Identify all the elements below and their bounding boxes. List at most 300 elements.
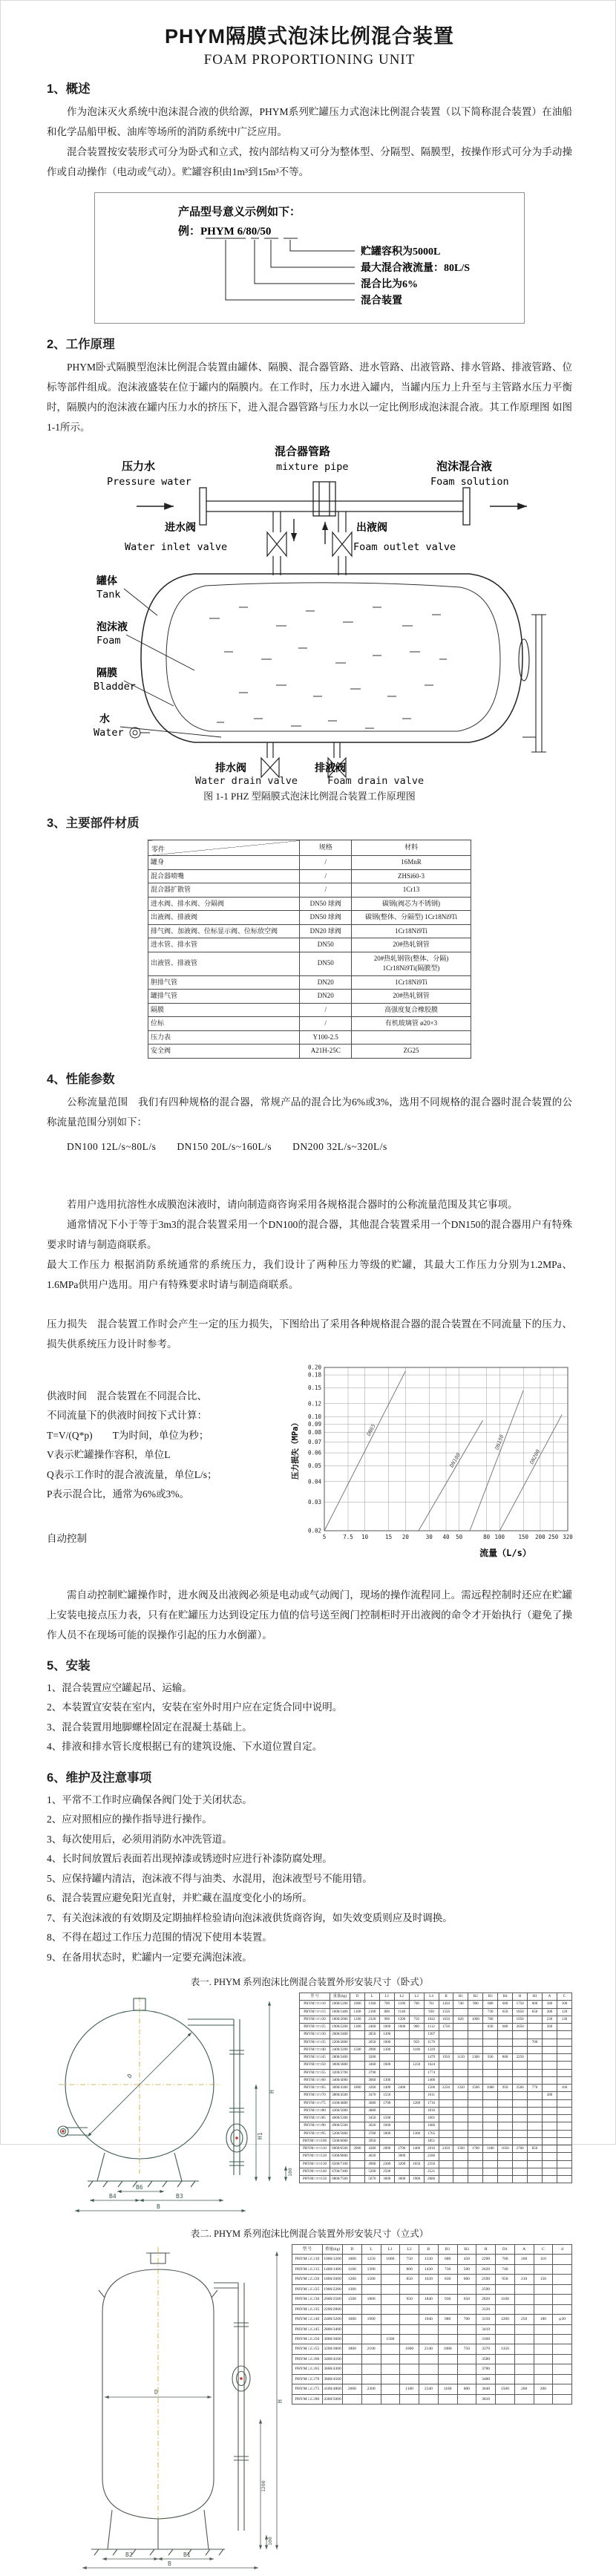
table-row: [148, 911, 471, 925]
table-cell: [453, 2168, 468, 2175]
list-item: Q表示工作时的混合液流量，单位L/s；: [47, 1468, 217, 1480]
table-cell: 110: [534, 2255, 553, 2264]
dimension-lines: [82, 2252, 277, 2568]
perf-flow-intro: 公称流量范围 我们有四种规格的混合器，常规产品的混合比为6%或3%，选用不同规格的混合器时混合装置的公称流量范围分别如下：: [47, 1096, 572, 1128]
table-cell: 进水阀、排水阀、分隔阀: [148, 897, 300, 911]
series-line-DN150: [470, 1390, 523, 1530]
table-cell: 位标: [148, 1017, 300, 1031]
water-drain-label-cn: 排水阀: [215, 763, 246, 774]
svg-text:0.20: 0.20: [307, 1364, 321, 1371]
red-mark: [240, 2377, 243, 2380]
column-header: A: [514, 2245, 534, 2255]
table-cell: 830: [438, 2275, 457, 2284]
table-cell: 2250: [439, 2085, 453, 2092]
table-cell: 6800/7500: [330, 2176, 350, 2183]
table-cell: [513, 2153, 528, 2160]
table-cell: [553, 2374, 572, 2384]
table-cell: 1200: [409, 2099, 424, 2107]
table-cell: DN20: [300, 975, 352, 990]
table-cell: [468, 2046, 483, 2053]
table-cell: 2100: [364, 2008, 379, 2016]
svg-text:7.5: 7.5: [342, 1533, 353, 1540]
table-cell: [419, 2324, 439, 2334]
table-cell: PHYM □/□/20: [300, 2016, 330, 2023]
table-cell: [381, 2394, 400, 2404]
table1-section: [47, 1990, 572, 2219]
table-cell: 160: [514, 2255, 534, 2264]
model-example-title: 产品型号意义示例如下：: [178, 206, 301, 218]
table-cell: PHYM □/□/15: [300, 2008, 330, 2016]
table-cell: 1816: [424, 2107, 439, 2114]
table-cell: [343, 2334, 362, 2344]
table-cell: 1300: [379, 2046, 394, 2053]
table-cell: PHYM □/□/80: [292, 2394, 323, 2404]
table-cell: 4620: [364, 2153, 379, 2160]
table-cell: [343, 2354, 362, 2364]
table-cell: 600: [528, 2001, 543, 2008]
table-cell: [542, 2176, 557, 2183]
table-cell: 1000/1200: [323, 2255, 343, 2264]
table-row: [300, 2176, 572, 2183]
table-cell: 740: [453, 2001, 468, 2008]
overview-paragraph-1: 作为泡沫灭火系统中泡沫混合液的供给源，PHYM系列贮罐压力式泡沫比例混合装置（以下简称混合装置）在油船和化学品船甲板、油库等场所的消防系统中广泛应用。: [47, 106, 572, 137]
table-cell: 1180: [438, 2384, 457, 2394]
table-cell: PHYM □/□/30: [292, 2295, 323, 2304]
table-cell: 200: [542, 2008, 557, 2016]
table-cell: [513, 2137, 528, 2145]
table-cell: 1200: [343, 2275, 362, 2284]
table-cell: 1500: [496, 2384, 515, 2394]
table-cell: [513, 2031, 528, 2039]
table-row: [148, 938, 471, 952]
table-cell: 2800/3400: [330, 2054, 350, 2062]
table-cell: [498, 2122, 513, 2130]
table-cell: 1050: [498, 2145, 513, 2153]
table-cell: [439, 2046, 453, 2053]
list-item: 1、混合装置应空罐起吊、运输。: [47, 1681, 192, 1693]
table-cell: [498, 2062, 513, 2069]
materials-table: [148, 840, 471, 1059]
table-cell: [350, 2092, 365, 2099]
table-cell: 3460: [364, 2062, 379, 2069]
table-cell: [468, 2031, 483, 2039]
table-cell: 1300: [409, 2130, 424, 2137]
table-cell: 20#热轧钢管(整体、分隔) 1Cr18Ni9Ti(隔膜型): [352, 952, 471, 975]
table-row: [292, 2354, 572, 2364]
bladder-label-cn: 隔膜: [96, 668, 117, 679]
table-cell: PHYM □/□/70: [292, 2374, 323, 2384]
table-cell: [409, 2153, 424, 2160]
series-line-DN200: [499, 1414, 562, 1531]
table-cell: 3400/4000: [330, 2076, 350, 2084]
table2-header-row: [292, 2245, 572, 2255]
table-cell: [350, 2039, 365, 2046]
table-cell: PHYM □/□/20: [292, 2275, 323, 2284]
column-header: D1: [496, 2245, 515, 2255]
table-cell: [381, 2275, 400, 2284]
table-cell: [498, 2176, 513, 2183]
table-cell: [468, 2076, 483, 2084]
table-cell: [542, 2160, 557, 2168]
table-cell: PHYM □/□/65: [300, 2085, 330, 2092]
dim-label-B1: B1: [183, 2552, 191, 2558]
table-cell: [394, 2130, 409, 2137]
table-cell: 600: [498, 2001, 513, 2008]
table-cell: [468, 2107, 483, 2114]
dim-label-B: B: [157, 2203, 160, 2210]
table-cell: 2290: [476, 2255, 496, 2264]
table-cell: 2900: [364, 2046, 379, 2053]
bladder-label-en: Bladder: [94, 681, 136, 693]
foam-drain-label-cn: 排液阀: [315, 763, 346, 774]
table-cell: [409, 2137, 424, 2145]
table-cell: [439, 2115, 453, 2122]
table-cell: [528, 2122, 543, 2130]
table-cell: 700: [379, 2001, 394, 2008]
table-cell: 1180: [483, 2145, 498, 2153]
column-header: L: [364, 1993, 379, 2001]
svg-text:0.15: 0.15: [307, 1384, 321, 1391]
table-cell: 16MnR: [352, 856, 471, 870]
table-row: [148, 897, 471, 911]
table-cell: 700: [528, 2039, 543, 2046]
list-item: 9、在备用状态时，贮罐内一定要充满泡沫液。: [47, 1951, 252, 1963]
table-cell: [496, 2324, 515, 2334]
table-cell: [468, 2062, 483, 2069]
table-cell: [453, 2130, 468, 2137]
table-cell: 120: [557, 2008, 571, 2016]
table-cell: 260: [542, 2024, 557, 2031]
table-cell: [513, 2160, 528, 2168]
water-label-cn: 水: [99, 714, 110, 725]
pressure-loss-chart: [289, 1357, 580, 1581]
table-cell: 1200: [394, 2016, 409, 2023]
table-cell: [439, 2168, 453, 2175]
table-cell: 100: [557, 2001, 571, 2008]
inlet-valve-label-cn: 进水阀: [165, 523, 196, 534]
table-cell: [483, 2062, 498, 2069]
table-cell: PHYM □/□/55: [300, 2069, 330, 2076]
table-cell: [483, 2069, 498, 2076]
table-cell: 20#热轧钢管: [352, 990, 471, 1004]
table-row: [300, 2145, 572, 2153]
table-cell: [498, 2076, 513, 2084]
dim-label-1200: 1200: [261, 2480, 266, 2492]
table-row: [292, 2284, 572, 2294]
table-cell: [381, 2295, 400, 2304]
pressure-water-label-en: Pressure water: [107, 476, 191, 488]
table-cell: [528, 2130, 543, 2137]
pressure-water-label-cn: 压力水: [122, 461, 156, 473]
table-cell: [468, 2092, 483, 2099]
table-cell: 2356: [424, 2160, 439, 2168]
table-cell: DN50: [300, 938, 352, 952]
table-cell: 900: [468, 2001, 483, 2008]
list-item: 3、每次使用后，必须用消防水冲洗管道。: [47, 1833, 232, 1845]
table-cell: /: [300, 1017, 352, 1031]
table-cell: 3800/4500: [323, 2374, 343, 2384]
table-cell: 出液阀、排液阀: [148, 911, 300, 925]
table-cell: 930: [483, 2054, 498, 2062]
table-row: [300, 2001, 572, 2008]
table-cell: DN50: [300, 952, 352, 975]
table-cell: [468, 2160, 483, 2168]
bladder-outline: [166, 583, 500, 731]
table-cell: [498, 2137, 513, 2145]
table-cell: 1330: [419, 2255, 439, 2264]
table-cell: [553, 2354, 572, 2364]
table-cell: PHYM □/□/120: [300, 2153, 330, 2160]
table-cell: 1624: [424, 2062, 439, 2069]
table-cell: [496, 2374, 515, 2384]
table-cell: 180: [542, 2001, 557, 2008]
table-cell: [409, 2092, 424, 2099]
table-cell: ZG25: [352, 1045, 471, 1059]
table-cell: [453, 2092, 468, 2099]
table-cell: 3480: [476, 2374, 496, 2384]
table-cell: PHYM □/□/100: [300, 2137, 330, 2145]
dimension-labels: [109, 2073, 293, 2210]
table-cell: [483, 2039, 498, 2046]
svg-text:0.05: 0.05: [307, 1462, 321, 1469]
table-cell: [468, 2122, 483, 2130]
table-cell: 出液管、排液管: [148, 952, 300, 975]
table-cell: 1800: [343, 2344, 362, 2354]
table-cell: PHYM □/□/40: [300, 2046, 330, 2053]
table-cell: 3200/3800: [323, 2344, 343, 2354]
table-cell: [438, 2364, 457, 2374]
table-cell: 1840: [419, 2295, 439, 2304]
table-cell: 450: [457, 2255, 476, 2264]
table-cell: [553, 2255, 572, 2264]
table-cell: 1320: [453, 2085, 468, 2092]
chart-xlabel: 流量（L/s）: [479, 1547, 531, 1558]
table-cell: [439, 2076, 453, 2084]
table-cell: 1100: [343, 2264, 362, 2274]
table-cell: 20#热轧钢管: [352, 938, 471, 952]
dimension-lines: [75, 2001, 286, 2211]
table-cell: 3600: [394, 2176, 409, 2183]
table-row: [148, 990, 471, 1004]
principle-figure: [47, 440, 572, 787]
dim-label-B4: B4: [109, 2193, 117, 2200]
maintenance-list: [47, 1791, 572, 1968]
table-cell: [468, 2099, 483, 2107]
table-row: [300, 2168, 572, 2175]
dim-label-H: H: [269, 2090, 275, 2093]
table-cell: 2800/3400: [323, 2324, 343, 2334]
table-cell: 1400: [409, 2145, 424, 2153]
table-cell: 1100: [409, 2046, 424, 2053]
table-cell: [514, 2334, 534, 2344]
chart-series: [324, 1370, 562, 1530]
foam-label-cn: 泡沫液: [96, 622, 128, 633]
table-cell: 1650: [439, 2016, 453, 2023]
table-cell: 3640: [476, 2384, 496, 2394]
table-cell: PHYM □/□/10: [292, 2255, 323, 2264]
table-cell: 930: [438, 2295, 457, 2304]
table-cell: 1450: [439, 2001, 453, 2008]
column-header: D: [350, 1993, 365, 2001]
table-cell: 3780: [476, 2364, 496, 2374]
table-cell: 1430: [419, 2264, 439, 2274]
materials-corner-cell: 零件: [148, 840, 300, 856]
table-row: [148, 1003, 471, 1017]
table-cell: 1851: [424, 2137, 439, 2145]
table-cell: 4300/5000: [330, 2107, 350, 2114]
table-cell: 1716: [424, 2099, 439, 2107]
table-cell: [439, 2031, 453, 2039]
table-cell: [400, 2364, 419, 2374]
table-cell: 4600/5300: [330, 2115, 350, 2122]
table-cell: 3000/3600: [323, 2334, 343, 2344]
table-cell: [553, 2284, 572, 2294]
table-cell: [439, 2153, 453, 2160]
table-cell: 1950: [439, 2054, 453, 2062]
table-cell: [439, 2062, 453, 2069]
table-cell: 1479: [424, 2054, 439, 2062]
table-cell: [419, 2304, 439, 2314]
table-cell: [557, 2099, 571, 2107]
table-cell: 950: [409, 2039, 424, 2046]
table-cell: PHYM □/□/45: [292, 2324, 323, 2334]
table-row: [148, 869, 471, 883]
list-item: 3、混合装置用地脚螺栓固定在混凝土基础上。: [47, 1721, 252, 1733]
table-row: [292, 2344, 572, 2354]
table-cell: 1000: [350, 2001, 365, 2008]
table-cell: [409, 2076, 424, 2084]
water-drain-valve-graphic: [261, 742, 279, 777]
table-cell: [409, 2054, 424, 2062]
table-cell: 1500: [453, 2145, 468, 2153]
table-cell: [513, 2076, 528, 2084]
table-cell: [542, 2130, 557, 2137]
table-cell: [350, 2099, 365, 2107]
table-cell: 1774: [424, 2069, 439, 2076]
figure-caption: 图 1-1 PHZ 型隔膜式泡沫比例混合装置工作原理图: [203, 791, 416, 802]
table-cell: 3470: [364, 2092, 379, 2099]
table-cell: [534, 2304, 553, 2314]
table-cell: 2140: [419, 2344, 439, 2354]
column-header: B4: [498, 1993, 513, 2001]
svg-text:0.07: 0.07: [307, 1438, 321, 1445]
table-cell: [419, 2394, 439, 2404]
table-cell: [394, 2062, 409, 2069]
table-cell: [514, 2394, 534, 2404]
table-cell: 2000: [350, 2145, 365, 2153]
column-header: B1: [438, 2245, 457, 2255]
table-cell: 2300: [361, 2384, 381, 2394]
table-cell: [439, 2069, 453, 2076]
table-cell: [343, 2374, 362, 2384]
table-cell: 3260: [364, 2085, 379, 2092]
table-cell: PHYM □/□/75: [292, 2384, 323, 2394]
table-cell: 1500: [343, 2295, 362, 2304]
table-cell: PHYM □/□/140: [300, 2168, 330, 2175]
svg-text:0.10: 0.10: [307, 1413, 321, 1420]
table-row: [292, 2304, 572, 2314]
table-cell: 1700: [379, 2099, 394, 2107]
table-cell: φ30: [553, 2315, 572, 2324]
table-cell: 1800/2000: [330, 2016, 350, 2023]
outlet-valve-label-en: Foam outlet valve: [353, 541, 456, 553]
table-cell: [343, 2304, 362, 2314]
table-cell: 2590: [476, 2284, 496, 2294]
table-cell: 3810: [476, 2394, 496, 2404]
section-heading-materials: 3、主要部件材质: [47, 817, 140, 830]
table-cell: [439, 2099, 453, 2107]
table-cell: 180: [534, 2315, 553, 2324]
table-cell: [409, 2069, 424, 2076]
table-cell: 2016: [424, 2145, 439, 2153]
table-cell: [498, 2160, 513, 2168]
table-cell: [528, 2160, 543, 2168]
table-cell: 700: [496, 2255, 515, 2264]
table-cell: 3150: [476, 2315, 496, 2324]
table-cell: 1300: [468, 2054, 483, 2062]
table-cell: [381, 2384, 400, 2394]
list-item: 供液时间 混合装置在不同混合比、: [47, 1390, 207, 1402]
table-cell: 761: [424, 2001, 439, 2008]
table-cell: [381, 2344, 400, 2354]
table-cell: [400, 2394, 419, 2404]
table-cell: [557, 2122, 571, 2130]
table-cell: [453, 2076, 468, 2084]
table-cell: [514, 2284, 534, 2294]
section-heading-overview: 1、概述: [47, 82, 91, 96]
table-cell: 2320: [364, 2016, 379, 2023]
table-cell: [400, 2304, 419, 2314]
table-cell: [439, 2160, 453, 2168]
table-row: [292, 2334, 572, 2344]
table-cell: [557, 2115, 571, 2122]
table-cell: 1601: [424, 2115, 439, 2122]
tank-schematic-drawing: [53, 440, 566, 776]
table-row: [292, 2295, 572, 2304]
table-cell: 1000/1200: [330, 2001, 350, 2008]
table-cell: [534, 2324, 553, 2334]
column-header: B1: [453, 1993, 468, 2001]
table-cell: [381, 2324, 400, 2334]
series-label-DN100: DN100: [448, 1451, 462, 1468]
table-cell: 850: [528, 2145, 543, 2153]
table-cell: 5200/5800: [330, 2130, 350, 2137]
table-cell: [542, 2069, 557, 2076]
table-cell: 1300: [350, 2024, 365, 2031]
table-cell: PHYM □/□/85: [300, 2115, 330, 2122]
column-header: d: [553, 2245, 572, 2255]
table-cell: DN50 球阀: [300, 911, 352, 925]
table-cell: 3200: [364, 2054, 379, 2062]
table-row: [300, 2008, 572, 2016]
table-row: [292, 2364, 572, 2374]
table-cell: 1100: [496, 2295, 515, 2304]
list-item: 8、不得在超过工作压力范围的情况下使用本装置。: [47, 1932, 272, 1943]
table-cell: 3600/4300: [323, 2364, 343, 2374]
table-cell: 3200/3700: [330, 2069, 350, 2076]
table-cell: [468, 2168, 483, 2175]
table-cell: [496, 2284, 515, 2294]
table-cell: [498, 2069, 513, 2076]
table-cell: [483, 2046, 498, 2053]
table-cell: [394, 2137, 409, 2145]
table1-caption: 表一. PHYM 系列泡沫比例混合装置外形安装尺寸（卧式）: [190, 1977, 429, 1987]
table-cell: 3880: [364, 2107, 379, 2114]
table-row: [300, 2092, 572, 2099]
table-cell: 3950: [364, 2137, 379, 2145]
table-cell: [528, 2062, 543, 2069]
table-cell: 780: [483, 2016, 498, 2023]
